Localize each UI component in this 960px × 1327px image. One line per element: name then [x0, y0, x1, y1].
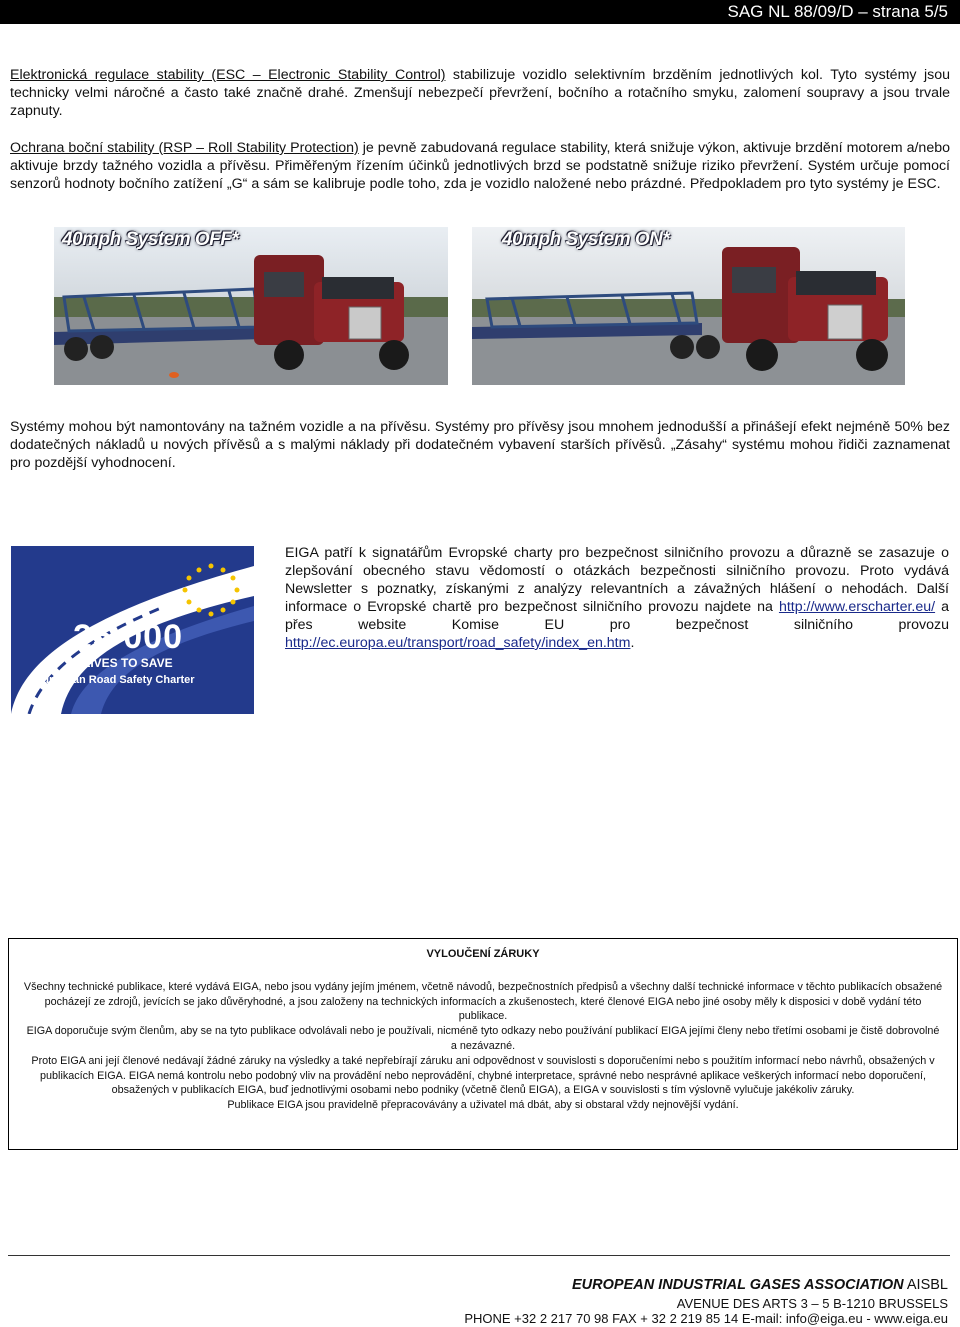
disclaimer-paragraph-3: Proto EIGA ani její členové nedávají žádné záruky na výsledky a také nepřebírají záruku ani odpovědnost v souvislosti s doporučeními nebo s použitím informací nebo návrhů, obsažených v publikacích EIGA. EIGA nemá kontrolu nebo podobný vliv na provádění nebo neprovádění, chybné interpretace, správné nebo nesprávné aplikace veškerých informací nebo doporučení, obsažených v publikacích EIGA, buď jednotlivými osobami nebo podniky (včetně členů EIGA), a EIGA v souvislosti s tím výslovně vylučuje jakékoliv záruky.: [31, 1054, 935, 1097]
esc-paragraph: [10, 66, 950, 120]
footer-address: AVENUE DES ARTS 3 – 5 B-1210 BRUSSELS: [676, 1296, 948, 1311]
rsp-description: je pevně zabudovaná regulace stability, která snižuje výkon, aktivuje brzdění motorem a/nebo aktivuje brzdy tažného vozidla a přívěsu. Přiměřeným řízením účinků jednotlivých brzd se podstatně snižuje riziko převržení. Systém určuje pomocí senzorů hodnoty bočního zatížení „G“ a sám se kalibruje podle toho, zda je vozidlo naložené nebo prázdné. Předpokladem pro tyto systémy je ESC.: [10, 140, 950, 192]
rsp-paragraph: [10, 139, 950, 193]
header-bar: [0, 0, 960, 24]
footer-organization: [572, 1277, 948, 1293]
charter-name: European Road Safety Charter: [35, 674, 195, 686]
eiga-text-2: a přes website Komise EU pro bezpečnost silničního provozu: [285, 599, 949, 633]
disclaimer-paragraph-1: Všechny technické publikace, které vydává EIGA, nebo jsou vydány jejím jménem, včetně návodů, bezpečnostních předpisů a všechny další technické informace v těchto publikacích obsažené pocházejí ze zdrojů, jevících se jako důvěryhodné, a jsou založeny na technických informacích a zkušenostech, které členové EIGA nebo jiné osoby měly k disposici v době vydání této publikace.: [23, 980, 943, 1023]
footer-org-suffix: AISBL: [903, 1277, 948, 1293]
photo-system-off: [54, 227, 448, 385]
road-safety-charter-logo: [11, 546, 254, 714]
trailer-systems-paragraph: Systémy mohou být namontovány na tažném vozidle a na přívěsu. Systémy pro přívěsy jsou mnohem jednodušší a přinášejí efekt nejméně 50% bez dodatečných nákladů u nových přívěsů a s malými náklady při dodatečném vybavení starších přívěsů. „Zásahy“ systému mohou řidiči zaznamenat pro pozdější vyhodnocení.: [10, 419, 950, 471]
photo-system-on: [472, 227, 905, 385]
lives-number: 25 000: [73, 618, 183, 656]
footer-contact: PHONE +32 2 217 70 98 FAX + 32 2 219 85 14 E-mail: info@eiga.eu - www.eiga.eu: [464, 1311, 948, 1326]
disclaimer-title: VYLOUČENÍ ZÁRUKY: [426, 948, 540, 960]
eiga-text-3: .: [630, 635, 635, 651]
rsp-term: Ochrana boční stability (RSP – Roll Stability Protection): [10, 140, 359, 156]
disclaimer-paragraph-2: EIGA doporučuje svým členům, aby se na tyto publikace odvolávali nebo je používali, nicméně tyto odkazy nebo používání publikací EIGA jejími členy nebo třetími osobami je čistě dobrovolné a nezávazné.: [26, 1025, 940, 1052]
eiga-charter-paragraph: [285, 544, 949, 652]
esc-term: Elektronická regulace stability (ESC – Electronic Stability Control): [10, 67, 446, 83]
lives-to-save-text: LIVES TO SAVE: [83, 656, 173, 670]
system-off-label: 40mph System OFF*: [62, 229, 239, 250]
ec-road-safety-link[interactable]: http://ec.europa.eu/transport/road_safety/index_en.htm: [285, 635, 631, 651]
eiga-text-1: EIGA patří k signatářům Evropské charty pro bezpečnost silničního provozu a důrazně se zasazuje o zlepšování obecného stavu vědomostí o otázkách bezpečnosti silničního provozu. Proto vydává Newsletter s poznatky, získanými z analýzy relevantních a závažných hlášení o nehodách. Další informace o Evropské chartě pro bezpečnost silničního provozu najdete na: [285, 545, 949, 615]
disclaimer-box: [8, 938, 958, 1150]
page-header-title: SAG NL 88/09/D – strana 5/5: [727, 2, 948, 21]
system-on-label: 40mph System ON*: [502, 229, 670, 250]
footer-org-name: EUROPEAN INDUSTRIAL GASES ASSOCIATION: [572, 1277, 904, 1293]
erscharter-link[interactable]: http://www.erscharter.eu/: [778, 599, 936, 615]
esc-description: stabilizuje vozidlo selektivním brzděním jednotlivých kol. Tyto systémy jsou technicky velmi náročné a často také značně drahé. Zmenšují nebezpečí převržení, bočního a rotačního smyku, zalomení soupravy a jsou trvale zapnuty.: [10, 67, 950, 119]
footer-divider: [8, 1255, 950, 1256]
disclaimer-paragraph-4: Publikace EIGA jsou pravidelně přepracovávány a uživatel má dbát, aby si obstaral vždy nejnovější vydání.: [227, 1099, 739, 1112]
